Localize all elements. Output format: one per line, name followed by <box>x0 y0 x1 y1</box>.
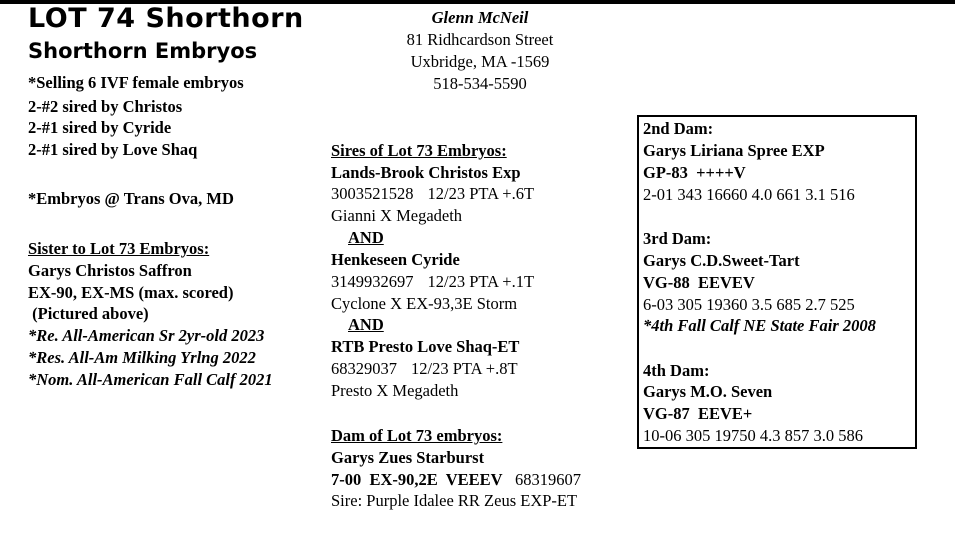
dam4-record: 10-06 305 19750 4.3 857 3.0 586 <box>643 426 863 445</box>
dam2-score: GP-83 ++++V <box>643 163 746 182</box>
sire-2-id: 3149932697 <box>331 272 414 291</box>
dam3-award: *4th Fall Calf NE State Fair 2008 <box>643 316 876 335</box>
dam3-record: 6-03 305 19360 3.5 685 2.7 525 <box>643 295 855 314</box>
sister-honor-3: *Nom. All-American Fall Calf 2021 <box>28 370 273 389</box>
sire-1-id: 3003521528 <box>331 184 414 203</box>
dam-sire: Sire: Purple Idalee RR Zeus EXP-ET <box>331 491 578 510</box>
sire-3-name: RTB Presto Love Shaq-ET <box>331 337 520 356</box>
dam-reg: 68319607 <box>514 470 581 489</box>
sire-breakdown-2: 2-#1 sired by Cyride <box>28 118 172 137</box>
sire-1-pedigree: Gianni X Megadeth <box>331 206 463 225</box>
consignor-name: Glenn McNeil <box>431 8 529 27</box>
sister-name: Garys Christos Saffron <box>28 261 192 280</box>
sire-1-id-line <box>331 183 534 205</box>
sister-score: EX-90, EX-MS (max. scored) <box>28 283 234 302</box>
sire-2-name: Henkeseen Cyride <box>331 250 460 269</box>
and-label-1: AND <box>348 228 384 247</box>
dam4-label: 4th Dam: <box>643 361 710 380</box>
sire-breakdown-1: 2-#2 sired by Christos <box>28 97 183 116</box>
sires-heading: Sires of Lot 73 Embryos: <box>331 141 507 160</box>
dam-heading: Dam of Lot 73 embryos: <box>331 426 503 445</box>
and-label-2: AND <box>348 315 384 334</box>
sire-2-id-line <box>331 271 534 293</box>
dam-classification: 7-00 EX-90,2E VEEEV <box>331 470 503 489</box>
selling-line: *Selling 6 IVF female embryos <box>28 73 244 92</box>
sister-honor-1: *Re. All-American Sr 2yr-old 2023 <box>28 326 265 345</box>
sire-3-id-line <box>331 358 518 380</box>
dam2-label: 2nd Dam: <box>643 119 714 138</box>
dam-class-line <box>331 469 581 491</box>
sire-3-pedigree: Presto X Megadeth <box>331 381 459 400</box>
dam-name: Garys Zues Starburst <box>331 448 485 467</box>
consignor-phone: 518-534-5590 <box>433 74 527 93</box>
sister-honor-2: *Res. All-Am Milking Yrlng 2022 <box>28 348 256 367</box>
sire-2-pta: 12/23 PTA +.1T <box>427 272 535 291</box>
sister-heading: Sister to Lot 73 Embryos: <box>28 239 210 258</box>
sire-2-pedigree: Cyclone X EX-93,3E Storm <box>331 294 518 313</box>
consignor-city: Uxbridge, MA -1569 <box>410 52 550 71</box>
sire-1-name: Lands-Brook Christos Exp <box>331 163 521 182</box>
lot-subtitle: Shorthorn Embryos <box>28 39 258 63</box>
sire-1-pta: 12/23 PTA +.6T <box>427 184 535 203</box>
sire-3-id: 68329037 <box>331 359 397 378</box>
dam4-score: VG-87 EEVE+ <box>643 404 753 423</box>
sister-note: (Pictured above) <box>28 304 149 323</box>
dam3-name: Garys C.D.Sweet-Tart <box>643 251 800 270</box>
sire-3-pta: 12/23 PTA +.8T <box>411 359 518 378</box>
lot-title: LOT 74 Shorthorn <box>28 3 304 34</box>
consignor-street: 81 Ridhcardson Street <box>406 30 554 49</box>
dam2-name: Garys Liriana Spree EXP <box>643 141 825 160</box>
dam3-label: 3rd Dam: <box>643 229 712 248</box>
sire-breakdown-3: 2-#1 sired by Love Shaq <box>28 140 198 159</box>
dam4-name: Garys M.O. Seven <box>643 382 773 401</box>
embryo-location: *Embryos @ Trans Ova, MD <box>28 189 234 208</box>
dam2-record: 2-01 343 16660 4.0 661 3.1 516 <box>643 185 855 204</box>
dam3-score: VG-88 EEVEV <box>643 273 755 292</box>
